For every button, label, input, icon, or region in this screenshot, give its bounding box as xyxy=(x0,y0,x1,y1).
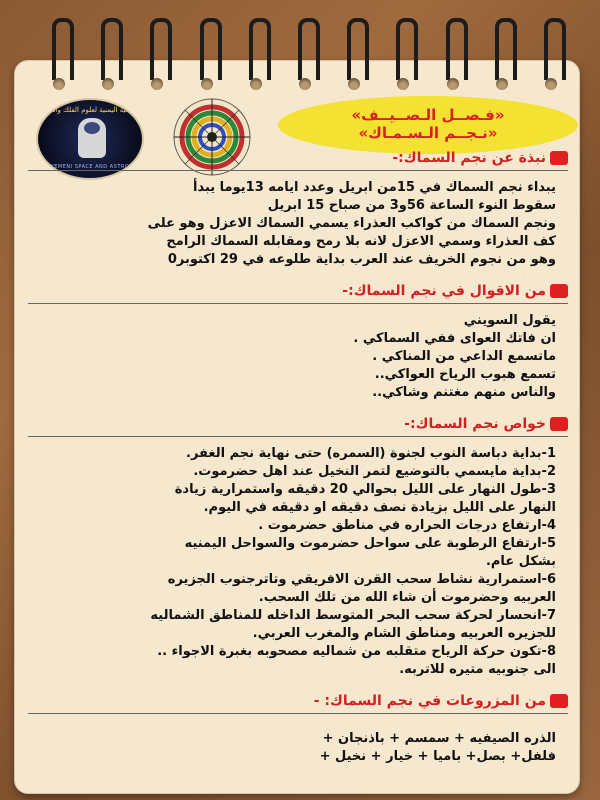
text-line: ماتسمع الداعي من المناكي . xyxy=(372,349,556,364)
ring-icon xyxy=(198,18,216,90)
divider xyxy=(28,436,568,437)
text-line: تسمع هبوب الرياح العواكي.. xyxy=(374,367,556,382)
text-line: يقول السويني xyxy=(463,313,556,328)
text-line: 7-انحسار لحركة سحب البحر المتوسط الداخله للمناطق الشماليه xyxy=(150,608,556,623)
text-line: سقوط النوء الساعة 56و3 من صباح 15 ابريل xyxy=(267,198,556,213)
divider xyxy=(28,303,568,304)
ring-icon xyxy=(247,18,265,90)
text-line: وهو من نجوم الخريف عند العرب بداية طلوعه في 29 اكتوبر0 xyxy=(167,252,556,267)
divider xyxy=(28,170,568,171)
section-heading-about: نبذة عن نجم السماك:- xyxy=(28,150,568,166)
text-line: العربيه وحضرموت أن شاء الله من تلك السحب. xyxy=(258,590,556,605)
section-crops-text xyxy=(28,730,568,766)
text-line: 2-بداية مايسمي بالتوضيع لتمر النخيل عند اهل حضرموت. xyxy=(193,464,556,479)
title-banner xyxy=(278,96,578,154)
text-line: 3-طول النهار على الليل بحوالي 20 دقيقه واستمرارية زيادة xyxy=(174,482,556,497)
ring-icon xyxy=(345,18,363,90)
text-line: والناس منهم مغتنم وشاكي.. xyxy=(372,385,556,400)
logo-bottom-text: YEMENI SPACE AND ASTRO xyxy=(50,164,130,170)
text-line: للجزيره العربيه ومناطق الشام والمغرب العربي. xyxy=(252,626,556,641)
logo-ring-text: الجمعية اليمنية لعلوم الفلك والفضاء xyxy=(38,106,142,114)
title-star: «نـجــم الـسـمـاك» xyxy=(358,124,498,142)
ring-icon xyxy=(50,18,68,90)
title-season: «فـصــل الـصــيــف» xyxy=(351,106,505,124)
ring-icon xyxy=(148,18,166,90)
text-line: 5-ارتفاع الرطوبة على سواحل حضرموت والسواحل اليمنيه xyxy=(184,536,556,551)
text-line: ونجم السماك من كواكب العذراء يسمي السماك الاعزل وهو على xyxy=(147,216,556,231)
ring-icon xyxy=(99,18,117,90)
ring-icon xyxy=(542,18,560,90)
text-line: ان فاتك العواى ففي السماكي . xyxy=(353,331,556,346)
red-square-icon xyxy=(550,151,568,165)
document-body xyxy=(28,150,568,766)
spiral-binding xyxy=(50,18,560,93)
section-heading-properties: خواص نجم السماك:- xyxy=(28,416,568,432)
section-sayings-text xyxy=(28,312,568,402)
red-square-icon xyxy=(550,284,568,298)
section-heading-crops: من المزروعات في نجم السماك: - xyxy=(28,693,568,709)
text-line: 8-تكون حركة الرياح متقلبه من شماليه مصحوبه بغبرة الاجواء .. xyxy=(157,644,556,659)
red-square-icon xyxy=(550,694,568,708)
ring-icon xyxy=(394,18,412,90)
text-line: النهار على الليل بزيادة نصف دقيقه او دقيقه في اليوم. xyxy=(203,500,556,515)
text-line: بشكل عام. xyxy=(485,554,556,569)
text-line: فلفل+ بصل+ باميا + خيار + نخيل + xyxy=(319,749,556,764)
text-line: 4-ارتفاع درجات الحراره في مناطق حضرموت . xyxy=(258,518,556,533)
section-properties-text xyxy=(28,445,568,679)
ring-icon xyxy=(296,18,314,90)
section-heading-sayings: من الاقوال في نجم السماك:- xyxy=(28,283,568,299)
ring-icon xyxy=(493,18,511,90)
text-line: 1-بداية دباسة النوب لجنوة (السمره) حتى نهاية نجم الغفر. xyxy=(186,446,556,461)
section-about-text xyxy=(28,179,568,269)
text-line: الى جنوبيه متيره للاتربه. xyxy=(399,662,556,677)
divider xyxy=(28,713,568,714)
red-square-icon xyxy=(550,417,568,431)
text-line: الذره الصيفيه + سمسم + باذنجان + xyxy=(322,731,556,746)
text-line: يبداء نجم السماك في 15من ابريل وعدد ايامه 13يوما يبدأ xyxy=(193,180,556,195)
text-line: 6-استمرارية نشاط سحب القرن الافريقي وتاترجنوب الجزيره xyxy=(167,572,556,587)
text-line: كف العذراء وسمي الاعزل لانه بلا رمح ومقابله السماك الرامح xyxy=(166,234,556,249)
ring-icon xyxy=(444,18,462,90)
